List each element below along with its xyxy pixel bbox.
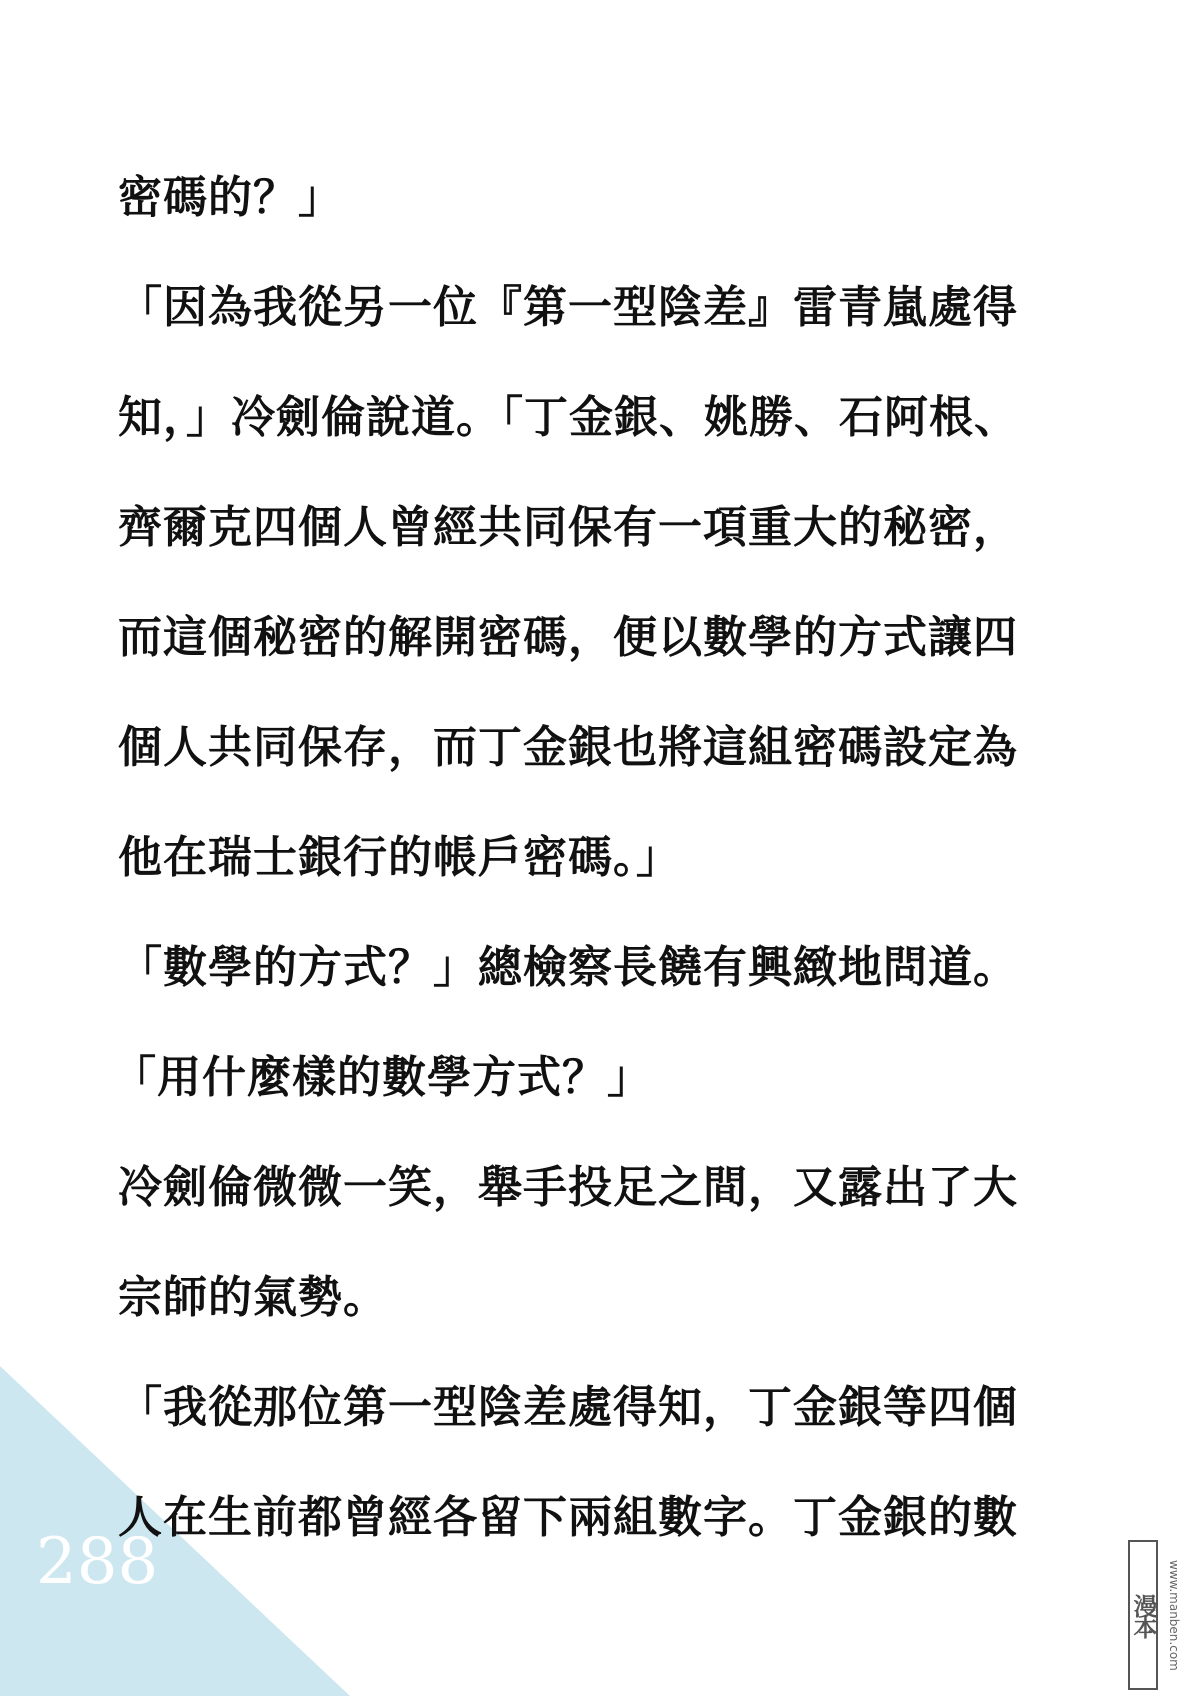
page-number: 288 [36,1525,159,1599]
watermark-text: 漫本 [1129,1594,1157,1636]
body-text [112,168,1098,1598]
text-line: 宗師的氣勢。 [118,1272,388,1323]
text-line: 齊爾克四個人曾經共同保有一項重大的秘密， [118,502,1018,553]
text-line: 他在瑞士銀行的帳戶密碼。」 [118,832,681,883]
text-line: 「數學的方式？」總檢察長饒有興緻地問道。 [118,942,1018,993]
text-line: 人在生前都曾經各留下兩組數字。丁金銀的數 [118,1492,1018,1543]
watermark-url: www.manben.com [1167,1559,1181,1671]
text-line: 知，」冷劍倫說道。「丁金銀、姚勝、石阿根、 [118,392,1019,443]
text-line: 而這個秘密的解開密碼，便以數學的方式讓四 [118,612,1018,663]
text-line: 個人共同保存，而丁金銀也將這組密碼設定為 [118,722,1018,773]
text-line: 「因為我從另一位『第一型陰差』雷青嵐處得 [118,282,1018,333]
text-line: 冷劍倫微微一笑，舉手投足之間，又露出了大 [118,1162,1018,1213]
watermark-logo [1128,1540,1190,1690]
text-line: 「我從那位第一型陰差處得知，丁金銀等四個 [118,1382,1018,1433]
text-line: 「用什麼樣的數學方式？」 [112,1052,652,1103]
text-line: 密碼的？」 [118,172,343,223]
